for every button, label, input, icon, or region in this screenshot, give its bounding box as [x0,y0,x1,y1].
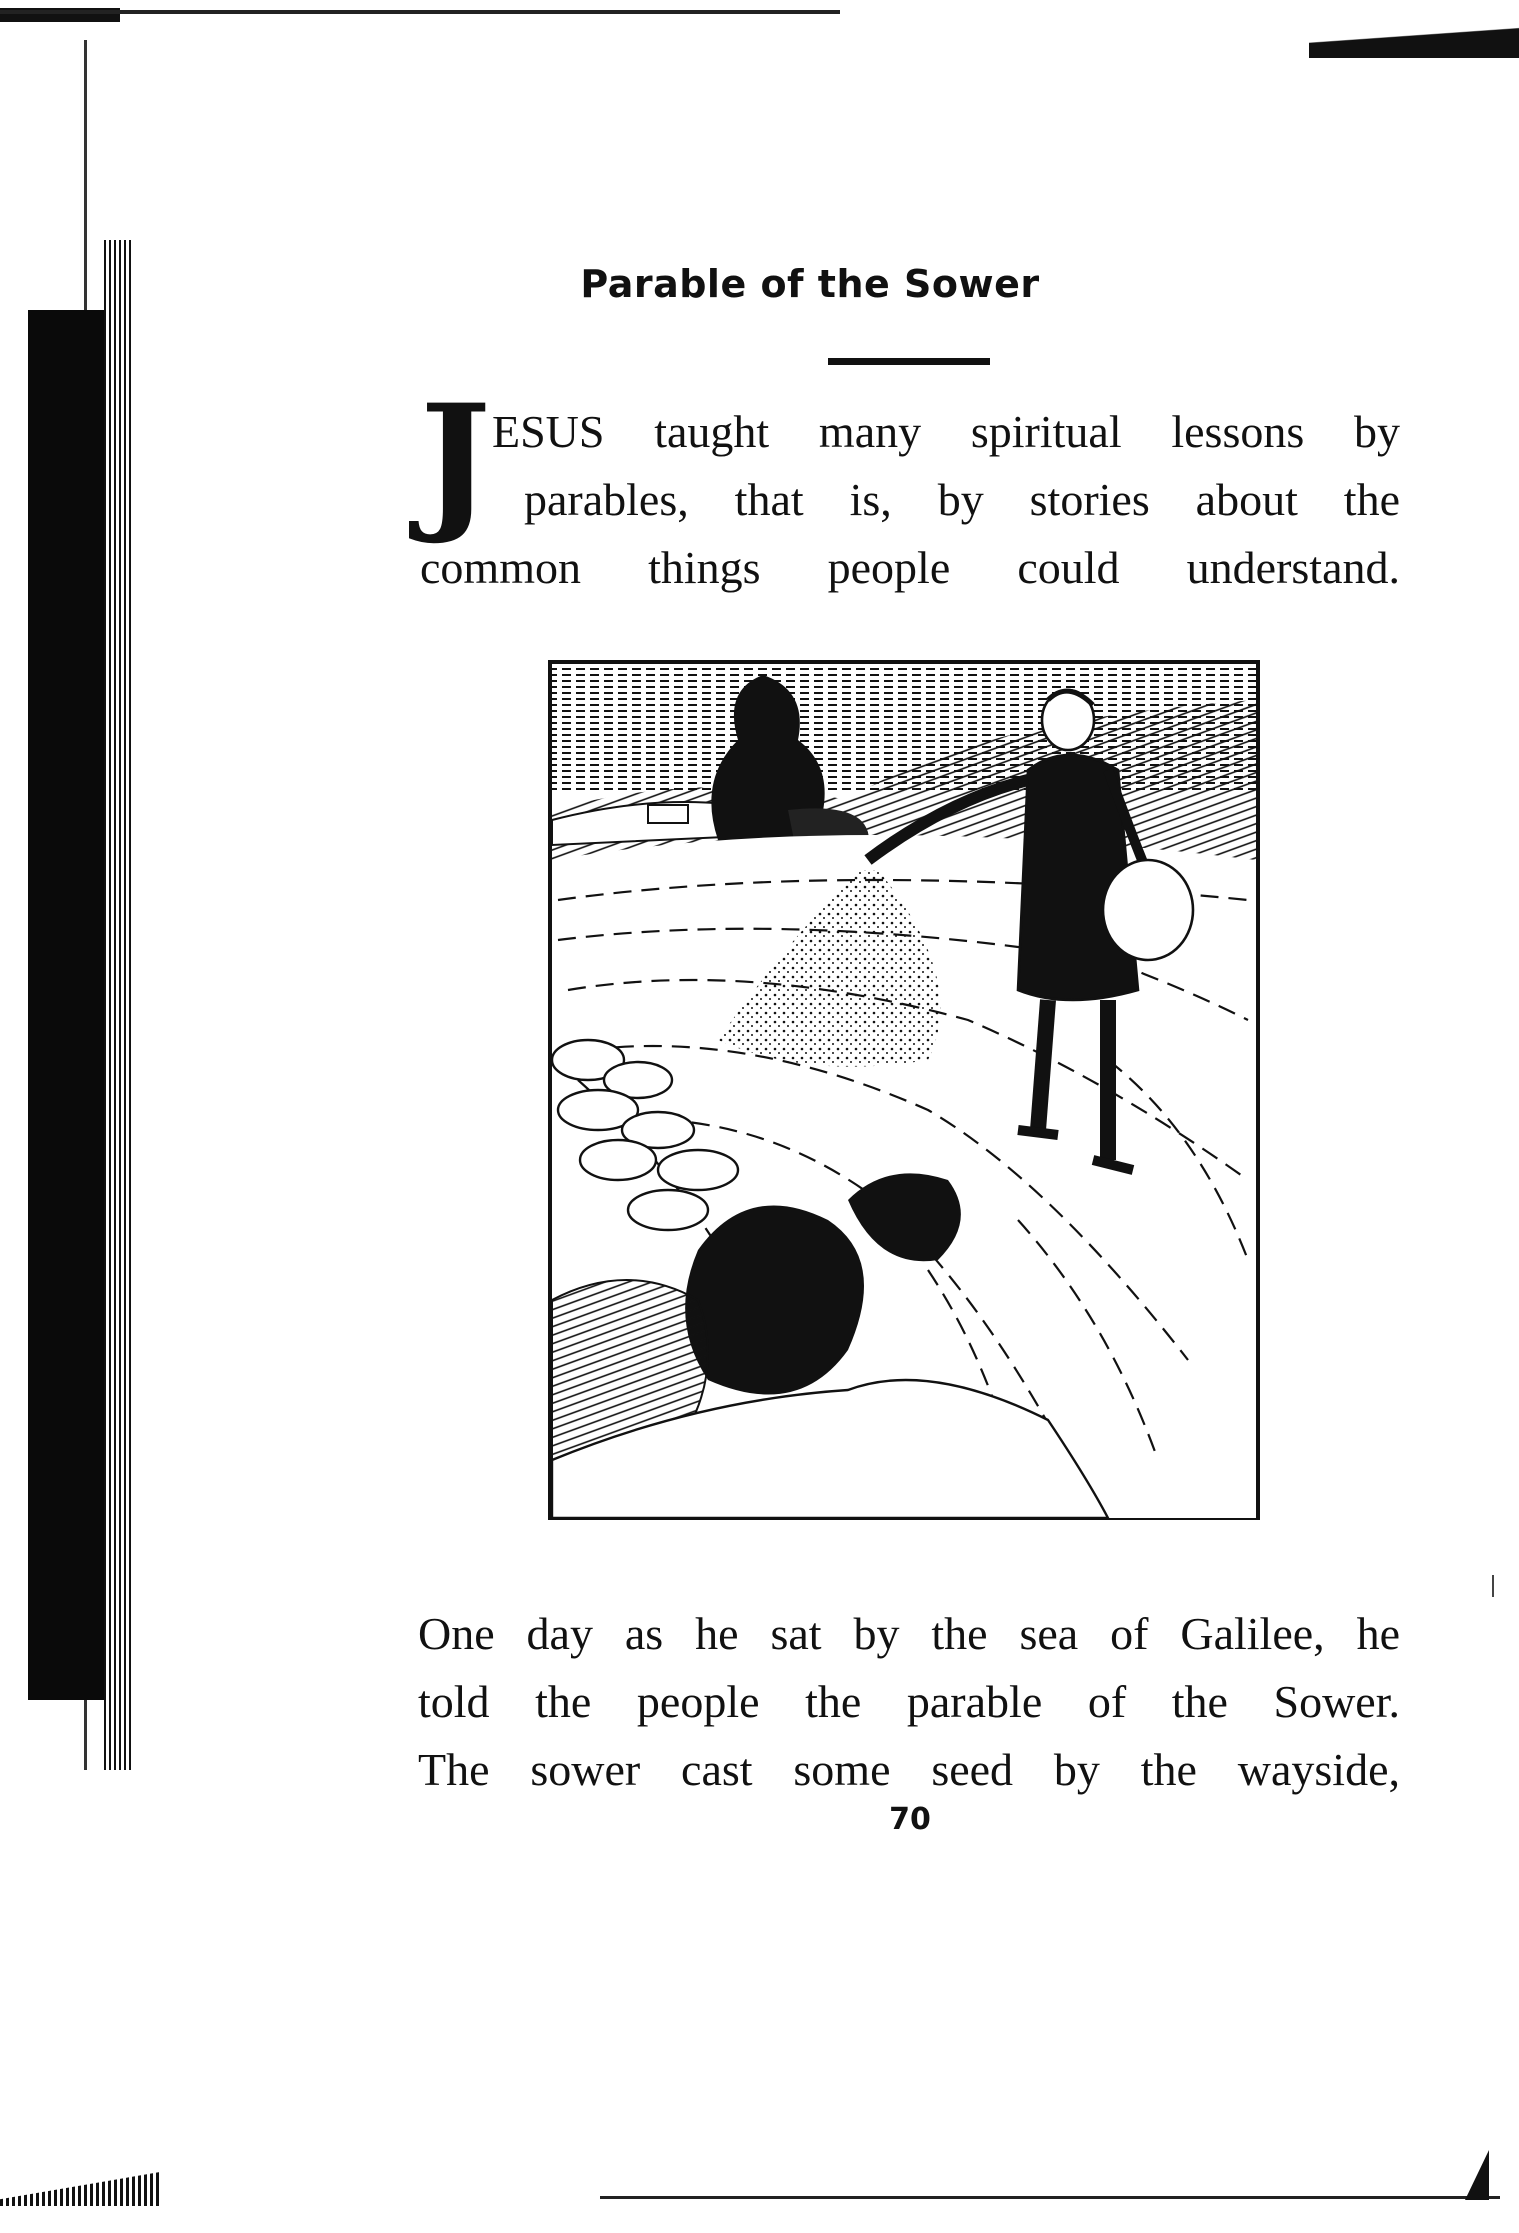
text-line: parables, that is, by stories about the [524,474,1400,525]
text-line: told the people the parable of the Sower. [418,1676,1400,1727]
chapter-heading: Parable of the Sower [580,262,1040,306]
heading-rule [828,358,990,365]
text-line: common things people could understand. [420,542,1400,593]
sower-illustration [548,660,1260,1520]
scan-corner-mark [1465,2150,1489,2200]
drop-cap: J [420,372,491,548]
scan-edge-line [0,10,840,14]
scan-edge-mark [0,2172,160,2206]
body-paragraph [418,1600,1400,1804]
scan-corner-mark [1309,22,1519,58]
scan-edge-line [600,2196,1500,2199]
text-line: One day as he sat by the sea of Galilee, he [418,1608,1400,1659]
scan-speck [1492,1575,1494,1597]
text-line: ESUS taught many spiritual lessons by [492,406,1400,457]
text-line: The sower cast some seed by the wayside, [418,1744,1400,1795]
page-number: 70 [889,1802,931,1837]
scan-binding-shadow [28,240,132,1770]
